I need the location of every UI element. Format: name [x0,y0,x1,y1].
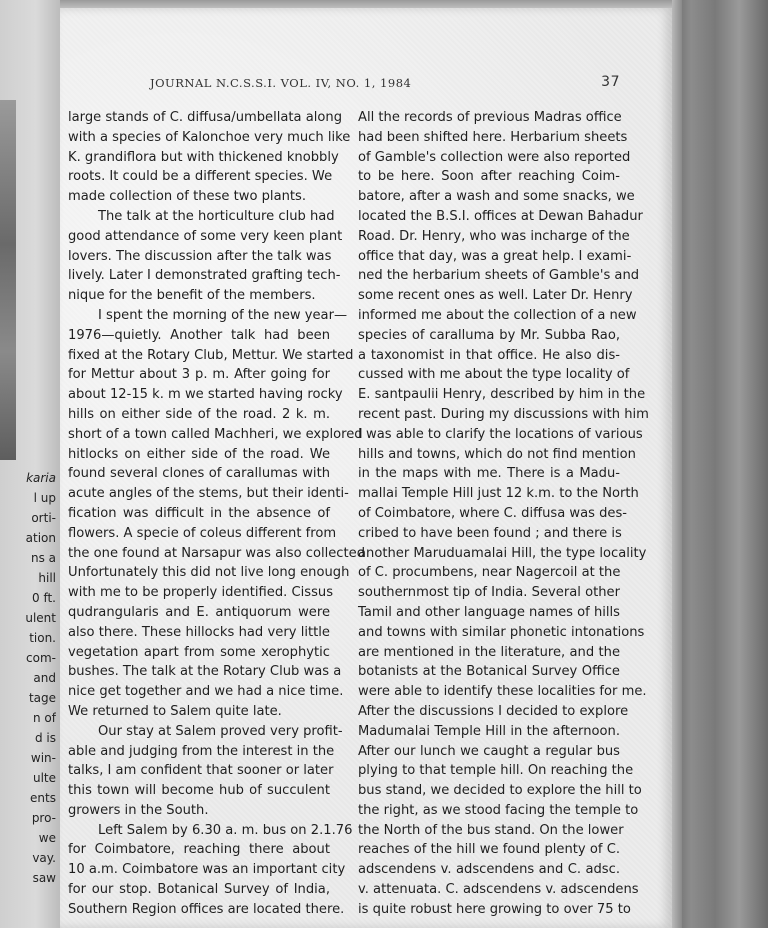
previous-page-fragment: win- [30,751,56,765]
binding-edge [672,0,682,928]
text-line: lovers. The discussion after the talk was [68,248,332,264]
text-line: After our lunch we caught a regular bus [358,743,620,759]
text-line: species of caralluma by Mr. Subba Rao, [358,327,620,343]
text-line: large stands of C. diffusa/umbellata along [68,110,343,125]
previous-page-fragment: hill [38,571,56,585]
text-line: Tamil and other language names of hills [358,604,620,620]
text-line: of C. procumbens, near Nagercoil at the [358,565,621,581]
text-line: made collection of these two plants. [68,189,307,205]
previous-page-fragment: 0 ft. [32,591,56,605]
text-line: hitlocks on either side of the road. We [68,446,330,462]
text-line: the right, as we stood facing the temple to [358,802,639,818]
text-line: reaches of the hill we found plenty of C. [358,842,620,858]
previous-page-fragment: tage [28,691,56,705]
previous-page-fragment: orti- [31,511,56,525]
previous-page-text-fragments [0,468,56,888]
left-text-column [68,108,366,920]
text-line: lively. Later I demonstrated grafting tech- [68,268,341,284]
text-line: for Coimbatore, reaching there about [68,842,330,858]
previous-page-fragment: tion. [29,631,56,645]
previous-page-fragment: ents [30,791,56,805]
text-line: had been shifted here. Herbarium sheets [358,129,628,145]
text-line: Unfortunately this did not live long enough [68,565,350,581]
text-line: v. attenuata. C. adscendens v. adscendens [358,882,639,898]
text-line: 1976—quietly. Another talk had been [68,327,330,343]
text-line: found several clones of carallumas with [68,466,330,482]
previous-page-fragment: n of [33,711,56,725]
book-binding [672,0,768,928]
previous-page-edge [0,0,60,928]
text-line: cribed to have been found ; and there is [358,525,622,541]
text-line: for our stop. Botanical Survey of India, [68,882,330,898]
text-line: adscendens v. adscendens and C. adsc. [358,862,620,878]
text-line: The talk at the horticulture club had [98,208,335,224]
text-line: is quite robust here growing to over 75 to [358,901,631,917]
previous-page-fragment: karia [26,471,56,485]
text-line: to be here. Soon after reaching Coim- [358,169,620,185]
text-line: All the records of previous Madras office [358,110,622,125]
text-line: E. santpaulii Henry, described by him in the [358,387,646,403]
text-line: I spent the morning of the new year— [98,307,348,323]
text-line: short of a town called Machheri, we explored [68,426,363,442]
previous-page-fragment: ation [25,531,56,545]
text-line: hills and towns, which do not find mention [358,446,636,462]
text-line: the one found at Narsapur was also collected [68,545,366,561]
text-line: talks, I am confident that sooner or later [68,763,334,779]
text-line: Southern Region offices are located there. [68,901,345,917]
text-line: batore, after a wash and some snacks, we [358,189,635,205]
previous-page-fragment: com- [26,651,56,665]
text-line: Madumalai Temple Hill in the afternoon. [358,723,620,739]
text-line: flowers. A specie of coleus different from [68,525,337,541]
text-line: recent past. During my discussions with him [358,406,649,422]
text-line: hills on either side of the road. 2 k. m. [68,406,330,422]
text-line: some recent ones as well. Later Dr. Henry [358,288,633,304]
text-line: plying to that temple hill. On reaching the [358,763,634,779]
text-line: of Gamble's collection were also reported [358,149,631,165]
text-line: qudrangularis and E. antiquorum were [68,604,330,620]
previous-page-fragment: vay. [32,851,56,865]
text-line: this town will become hub of succulent [68,783,330,799]
text-line: 10 a.m. Coimbatore was an important city [68,862,346,878]
previous-page-fragment: ulte [32,771,56,785]
page-number: 37 [601,74,620,90]
text-line: nique for the benefit of the members. [68,288,316,304]
text-line: Left Salem by 6.30 a. m. bus on 2.1.76 [98,822,353,838]
text-line: bus stand, we decided to explore the hill to [358,783,642,799]
text-line: another Maruduamalai Hill, the type locality [358,545,647,561]
text-line: fication was difficult in the absence of [68,505,330,521]
text-line: We returned to Salem quite late. [68,703,282,719]
previous-page-fragment: saw [32,871,56,885]
text-line: office that day, was a great help. I exami- [358,248,632,264]
text-line: are mentioned in the literature, and the [358,644,620,660]
text-line: acute angles of the stems, but their identi- [68,486,349,502]
journal-citation: JOURNAL N.C.S.S.I. VOL. IV, NO. 1, 1984 [150,76,412,90]
previous-page-fragment: ulent [25,611,56,625]
previous-page-fragment: d is [34,731,56,745]
text-line: with a species of Kalonchoe very much like [68,129,351,145]
text-line: southernmost tip of India. Several other [358,585,620,601]
text-line: were able to identify these localities for me. [358,684,647,700]
text-line: about 12-15 k. m we started having rocky [68,387,343,403]
text-line: for Mettur about 3 p. m. After going for [68,367,330,383]
previous-page-fragment: pro- [31,811,56,825]
text-line: with me to be properly identified. Cissus [68,585,334,601]
running-header [150,76,620,90]
text-line: growers in the South. [68,802,209,818]
previous-page-fragment: and [33,671,56,685]
text-line: After the discussions I decided to explore [358,703,629,719]
right-text-column [358,108,649,920]
text-line: Road. Dr. Henry, who was incharge of the [358,228,630,244]
text-line: in the maps with me. There is a Madu- [358,466,620,482]
previous-page-photo-edge [0,100,16,460]
previous-page-fragment: l up [33,491,56,505]
text-line: roots. It could be a different species. We [68,169,333,185]
text-line: cussed with me about the type locality of [358,367,630,383]
text-line: also there. These hillocks had very little [68,624,330,640]
text-line: a taxonomist in that office. He also dis- [358,347,620,363]
text-line: vegetation apart from some xerophytic [68,644,330,660]
text-line: of Coimbatore, where C. diffusa was des- [358,505,628,521]
text-line: good attendance of some very keen plant [68,228,343,244]
text-line: and towns with similar phonetic intonations [358,624,645,640]
text-line: able and judging from the interest in the [68,743,335,759]
text-line: I was able to clarify the locations of various [358,426,643,442]
text-line: bushes. The talk at the Rotary Club was a [68,664,342,680]
text-line: the North of the bus stand. On the lower [358,822,624,838]
text-line: nice get together and we had a nice time. [68,684,344,700]
text-line: fixed at the Rotary Club, Mettur. We started [68,347,354,363]
text-line: located the B.S.I. offices at Dewan Bahadur [358,208,643,224]
text-line: mallai Temple Hill just 12 k.m. to the North [358,486,639,502]
text-line: ned the herbarium sheets of Gamble's and [358,268,640,284]
text-line: K. grandiflora but with thickened knobbly [68,149,339,165]
text-line: Our stay at Salem proved very profit- [98,723,343,739]
previous-page-fragment: we [38,831,56,845]
text-line: botanists at the Botanical Survey Office [358,664,620,680]
previous-page-fragment: ns a [30,551,56,565]
text-line: informed me about the collection of a new [358,307,637,323]
